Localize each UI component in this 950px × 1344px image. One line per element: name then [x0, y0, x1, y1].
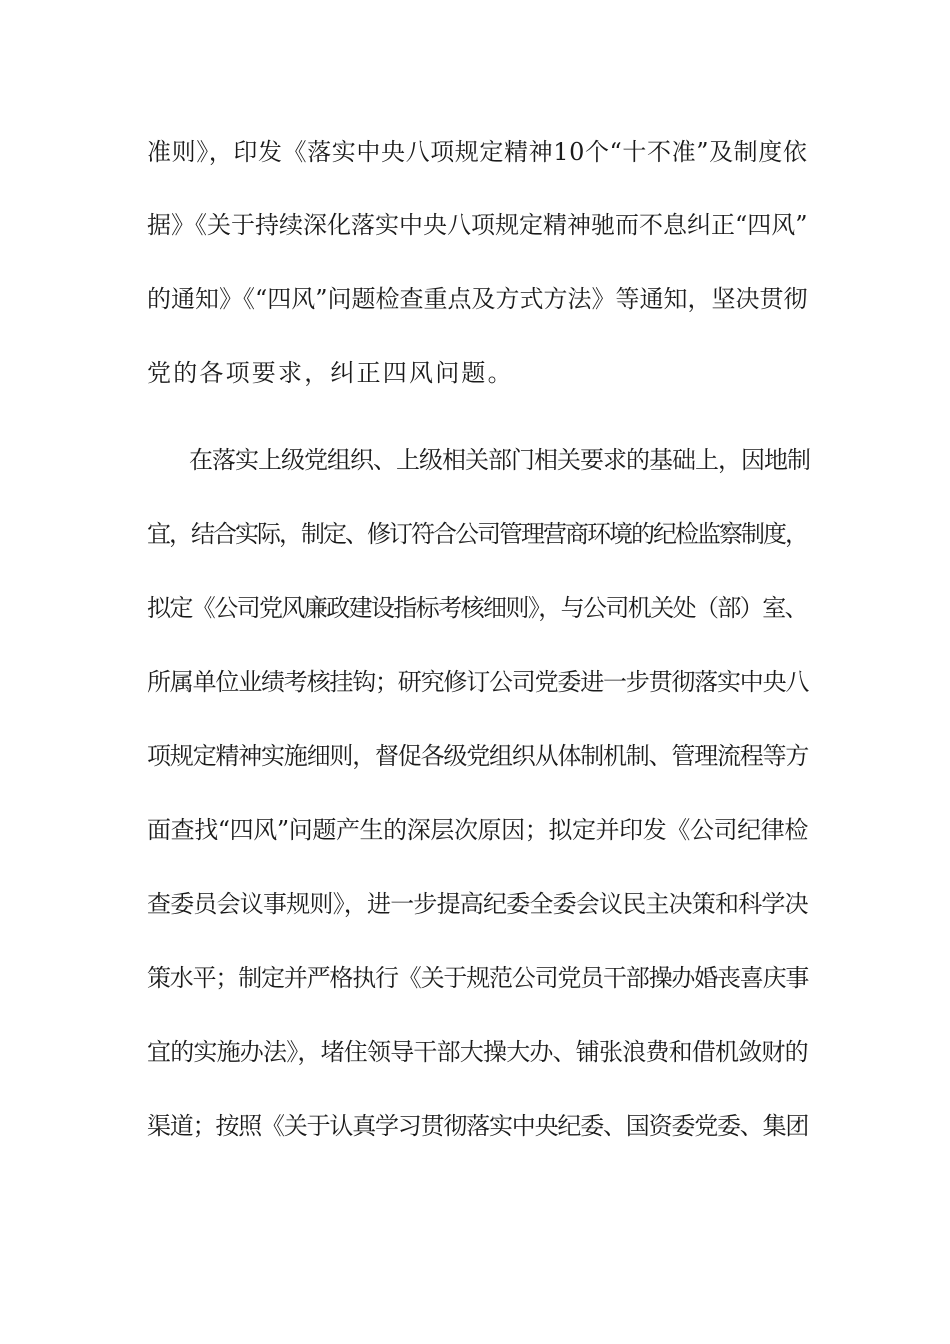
text-line: 据》《关于持续深化落实中央八项规定精神驰而不息纠正“四风”	[147, 211, 808, 239]
text-line: 拟定《公司党风廉政建设指标考核细则》，与公司机关处（部）室、	[147, 594, 807, 622]
text-line: 宜的实施办法》，堵住领导干部大操大办、铺张浪费和借机敛财的	[147, 1038, 808, 1066]
text-line: 渠道；按照《关于认真学习贯彻落实中央纪委、国资委党委、集团	[147, 1112, 809, 1140]
text-line: 准则》，印发《落实中央八项规定精神10个“十不准”及制度依	[147, 138, 808, 166]
text-line: 项规定精神实施细则，督促各级党组织从体制机制、管理流程等方	[147, 742, 809, 770]
text-line: 策水平；制定并严格执行《关于规范公司党员干部操办婚丧喜庆事	[147, 964, 809, 992]
text-line: 面查找“四风”问题产生的深层次原因；拟定并印发《公司纪律检	[147, 816, 808, 844]
text-line: 查委员会议事规则》，进一步提高纪委全委会议民主决策和科学决	[147, 890, 808, 918]
text-line: 的通知》《“四风”问题检查重点及方式方法》等通知，坚决贯彻	[147, 285, 808, 313]
text-line: 宜，结合实际，制定、修订符合公司管理营商环境的纪检监察制度，	[147, 520, 807, 548]
text-line: 所属单位业绩考核挂钩；研究修订公司党委进一步贯彻落实中央八	[147, 668, 809, 696]
text-line: 党的各项要求，纠正四风问题。	[147, 359, 514, 387]
paragraph-first-line: 在落实上级党组织、上级相关部门相关要求的基础上，因地制	[189, 446, 810, 474]
